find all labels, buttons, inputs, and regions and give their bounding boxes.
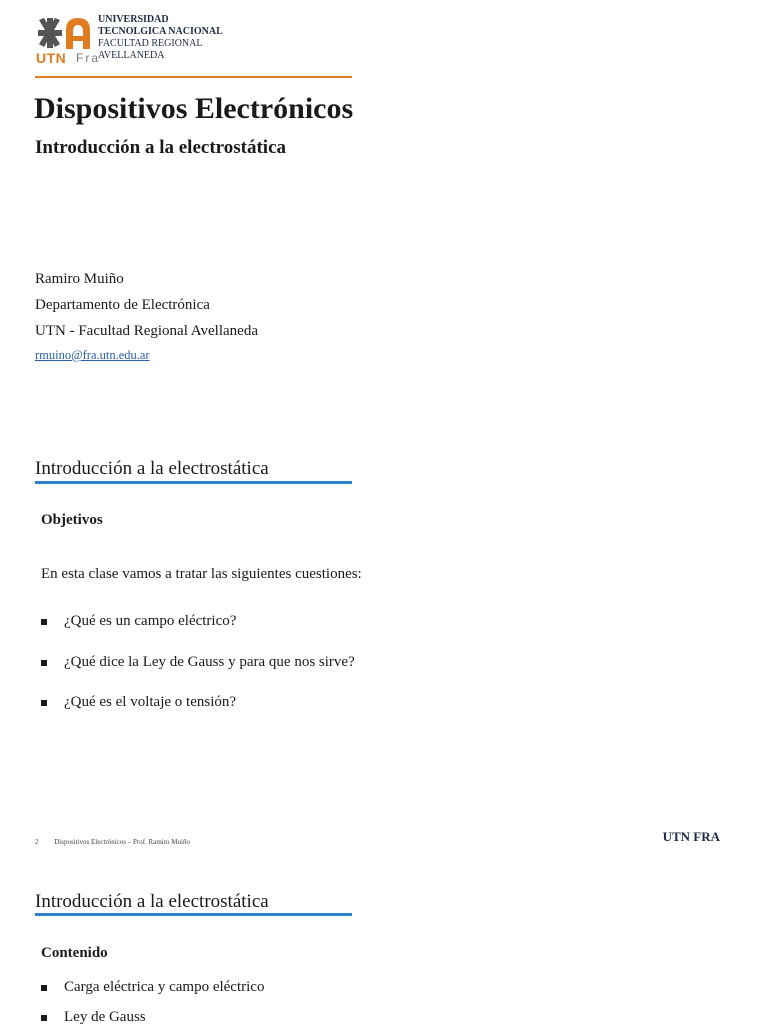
logo-line-3: FACULTAD REGIONAL (98, 38, 203, 49)
slide2-heading: Objetivos (41, 512, 103, 528)
bullet-square-icon (41, 985, 47, 991)
utn-logo (36, 14, 246, 64)
footer-text: Dispositivos Electrónicos – Prof. Ramiro Muiño (54, 838, 190, 846)
slide3-blue-divider (35, 913, 352, 916)
author-department: Departamento de Electrónica (35, 297, 210, 313)
document-subtitle: Introducción a la electrostática (35, 137, 287, 158)
slide3-bullet-2 (41, 1009, 146, 1024)
utn-emblem-icon (36, 16, 96, 50)
author-name: Ramiro Muiño (35, 271, 124, 287)
footer-brand: UTN FRA (662, 829, 720, 844)
slide2-bullet-2-text: ¿Qué dice la Ley de Gauss y para que nos sirve? (64, 654, 355, 670)
logo-line-4: AVELLANEDA (98, 50, 165, 61)
slide3-bullet-2-text: Ley de Gauss (64, 1009, 146, 1024)
logo-line-1: UNIVERSIDAD (98, 14, 169, 25)
slide2-bullet-1-text: ¿Qué es un campo eléctrico? (64, 613, 237, 629)
orange-divider (35, 76, 352, 78)
bullet-square-icon (41, 619, 47, 625)
page-number: 2 (35, 838, 39, 846)
bullet-square-icon (41, 660, 47, 666)
slide3-heading: Contenido (41, 945, 108, 961)
slide3-bullet-1 (41, 979, 264, 996)
slide2-intro: En esta clase vamos a tratar las siguientes cuestiones: (41, 566, 362, 582)
logo-institution-text (98, 14, 223, 62)
bullet-square-icon (41, 700, 47, 706)
slide2-bullet-3 (41, 694, 236, 711)
slide2-footer (35, 838, 190, 846)
slide3-bullet-1-text: Carga eléctrica y campo eléctrico (64, 979, 265, 995)
slide2-blue-divider (35, 481, 352, 484)
slide3-title: Introducción a la electrostática (35, 891, 269, 912)
logo-fra-text: Fra (76, 51, 100, 65)
bullet-square-icon (41, 1015, 47, 1021)
logo-utn-text: UTN (36, 50, 67, 66)
author-email-link[interactable]: rmuino@fra.utn.edu.ar (35, 348, 150, 362)
document-title: Dispositivos Electrónicos (34, 92, 354, 125)
slide2-title: Introducción a la electrostática (35, 458, 269, 479)
author-institution: UTN - Facultad Regional Avellaneda (35, 323, 258, 339)
slide2-bullet-1 (41, 613, 236, 630)
author-block (35, 269, 258, 364)
logo-line-2: TECNOLGICA NACIONAL (98, 26, 223, 37)
slide2-bullet-3-text: ¿Qué es el voltaje o tensión? (64, 694, 237, 710)
slide2-bullet-2 (41, 654, 355, 671)
